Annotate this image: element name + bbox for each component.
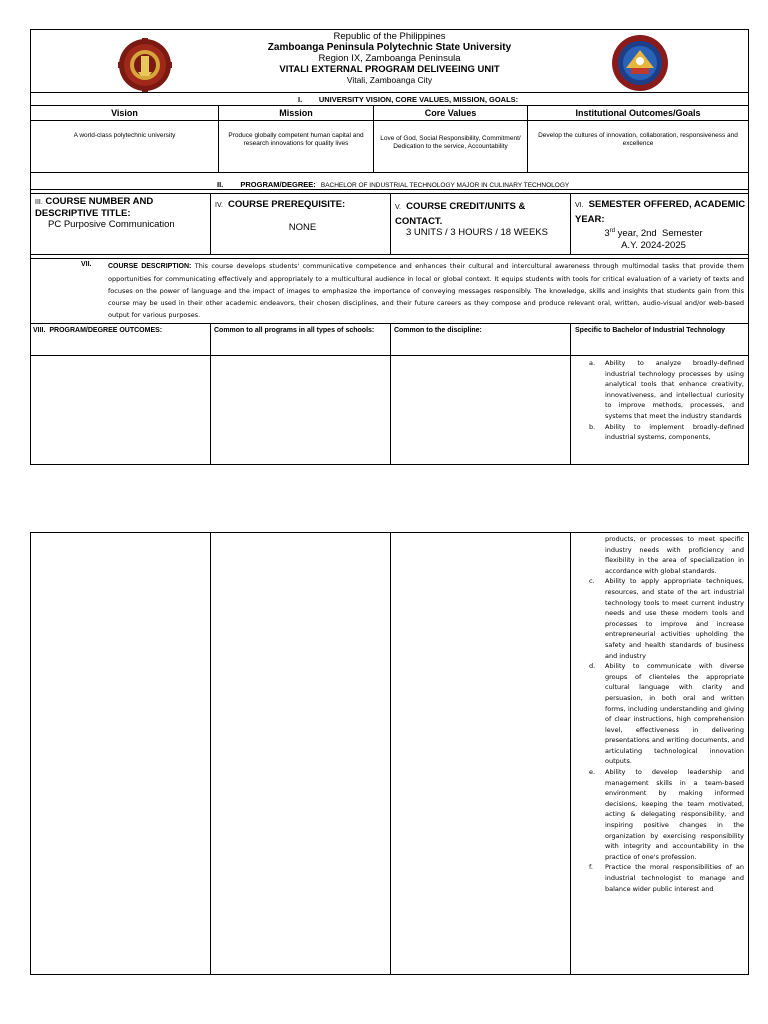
section-v-label: COURSE CREDIT/UNITS & CONTACT. [395, 201, 526, 227]
prerequisite-value: NONE [288, 222, 317, 233]
credit-value: 3 UNITS / 3 HOURS / 18 WEEKS [406, 227, 549, 238]
region-line: Region IX, Zamboanga Peninsula [318, 53, 461, 64]
academic-year: A.Y. 2024-2025 [621, 240, 686, 252]
outcome-item [571, 661, 744, 767]
outcome-item [571, 767, 744, 862]
section-vi-label: SEMESTER OFFERED, ACADEMIC YEAR: [575, 199, 746, 225]
goals-text: Develop the cultures of innovation, collaboration, responsiveness and excellence [527, 121, 748, 172]
course-description-text: This course develops students' communicative competence and enhances their cultural and intercultural awareness through multimodal tasks that provide them opportunities for communicating effectively and appropriately to a multicultural audience in local or global context. It equips students with tools for critical evaluation of a variety of texts and focuses on the power of language and the impact of images to emphasize the importance of conveying messages responsibly. The knowledge, skills and insights that students gain from this course may be used in their other academic endeavors, their chosen disciplines, and their future careers as they compose and produce relevant oral, written, audio-visual and/or web-based output for various purposes. [108, 262, 745, 319]
outcomes-list-1 [571, 358, 744, 443]
mission-text: Produce globally competent human capital and research innovations for quality lives [218, 121, 373, 172]
outcomes-empty-col1 [31, 356, 210, 464]
outcomes-col-discipline: Common to the discipline: [390, 324, 570, 355]
syllabus-page-2 [30, 532, 749, 975]
outcome-text: Ability to communicate with diverse groups of clienteles the appropriate cultural language with clarity and persuasion, in both oral and written forms, including understanding and giving of clear instructions, high comprehension level, effectiveness in delivering presentations and writing documents, and articulating technological innovation outputs. [605, 662, 744, 766]
course-description [108, 260, 744, 321]
section-vii-label: COURSE DESCRIPTION: [108, 263, 192, 270]
university-seal-right [611, 34, 669, 92]
outcomes-empty-col2 [210, 356, 390, 464]
section-iv-label: COURSE PREREQUISITE: [228, 199, 346, 210]
outcome-text: Ability to analyze broadly-defined industrial technology processes by using analytical tools that enhance creativity, innovativeness, and intellectual curiosity to improve methods, processes, and systems that meet the industry standards [605, 359, 744, 420]
outcomes-list-2 [571, 576, 744, 894]
outcome-marker: b. [589, 422, 596, 431]
outcome-b-continued: products, or processes to meet specific industry needs with proficiency and flexibility in the area of specialization in accordance with global standards. [605, 535, 744, 575]
section-vi-num: VI. [575, 202, 584, 209]
goals-head: Institutional Outcomes/Goals [527, 106, 748, 121]
course-title: PC Purposive Communication [48, 219, 175, 230]
section-vii-num: VII. [81, 261, 92, 268]
year-rest: year, 2nd Semester [614, 228, 703, 240]
section-viii-title [33, 325, 209, 336]
outcome-marker: c. [589, 577, 595, 586]
section-iv-num: IV. [215, 202, 223, 209]
section-ii-row [31, 172, 748, 190]
section-v [390, 194, 570, 255]
outcome-item [571, 576, 744, 661]
section-vii [31, 258, 748, 323]
section-viii-num: VIII. [33, 327, 46, 334]
outcome-marker: a. [589, 359, 596, 367]
outcomes-empty-col3-p2 [390, 533, 570, 974]
values-head: Core Values [373, 106, 527, 121]
outcomes-specific-1 [570, 356, 748, 464]
mission-head: Mission [218, 106, 373, 121]
vision-text: A world-class polytechnic university [73, 132, 176, 139]
outcome-marker: f. [589, 863, 593, 872]
location-line: Vitali, Zamboanga City [346, 75, 433, 85]
section-vi [570, 194, 748, 255]
section-iii-num: III. [35, 199, 43, 206]
outcomes-col-specific: Specific to Bachelor of Industrial Technology [570, 324, 748, 355]
section-ii-label: PROGRAM/DEGREE: [240, 180, 316, 189]
section-iii-label: COURSE NUMBER AND DESCRIPTIVE TITLE: [35, 196, 154, 219]
section-ii-num: II. [217, 180, 224, 189]
outcomes-specific-2 [570, 533, 748, 974]
outcomes-empty-col3 [390, 356, 570, 464]
section-viii-label: PROGRAM/DEGREE OUTCOMES: [49, 327, 163, 334]
outcomes-empty-col1-p2 [31, 533, 210, 974]
republic-line: Republic of the Philippines [333, 31, 446, 42]
outcome-text: Ability to apply appropriate techniques, resources, and state of the art industrial technology tools to meet current industry needs and use these modern tools and processes to improve and increase entrepreneurial activities upholding the safety and health standards of business and industry [605, 577, 744, 660]
unit-name: VITALI EXTERNAL PROGRAM DELIVEEING UNIT [279, 64, 500, 75]
section-viii-head [31, 323, 748, 356]
section-iii [31, 194, 210, 255]
section-i-bar [31, 92, 748, 106]
year-number: 3 [604, 228, 610, 240]
university-name: Zamboanga Peninsula Polytechnic State University [267, 42, 512, 53]
outcome-item [571, 358, 744, 422]
section-iv [210, 194, 390, 255]
outcome-text: Ability to develop leadership and management skills in a team-based environment by making informed decisions, keeping the team motivated, acting & delegating responsibility, and inspiring positive changes in the organization by exercising responsibility with integrity and accountability in the practice of one's profession. [605, 768, 744, 861]
section-v-num: V. [395, 204, 401, 211]
semester-value [575, 225, 748, 240]
section-i-title: I. UNIVERSITY VISION, CORE VALUES, MISSION, GOALS: [298, 95, 519, 104]
outcome-item [571, 422, 744, 443]
outcomes-empty-col2-p2 [210, 533, 390, 974]
outcome-marker: d. [589, 662, 596, 671]
year-suffix: rd [609, 228, 615, 234]
values-text: Love of God, Social Responsibility, Commitment/ Dedication to the service, Accountability [373, 121, 527, 172]
outcome-marker: e. [589, 768, 596, 777]
outcome-text: Ability to implement broadly-defined industrial systems, components, [605, 422, 744, 442]
syllabus-page-1 [30, 29, 749, 465]
course-info-row [31, 193, 748, 255]
vmgo-grid [31, 106, 748, 172]
letterhead [31, 30, 748, 92]
section-ii-value: BACHELOR OF INDUSTRIAL TECHNOLOGY MAJOR IN CULINARY TECHNOLOGY [320, 182, 570, 189]
outcome-text: Practice the moral responsibilities of an industrial technologist to manage and balance wider public interest and [605, 863, 744, 893]
outcomes-body-1 [31, 356, 748, 464]
vision-head: Vision [31, 106, 218, 121]
outcome-item [571, 862, 744, 894]
outcomes-col-common-all: Common to all programs in all types of schools: [210, 324, 390, 355]
